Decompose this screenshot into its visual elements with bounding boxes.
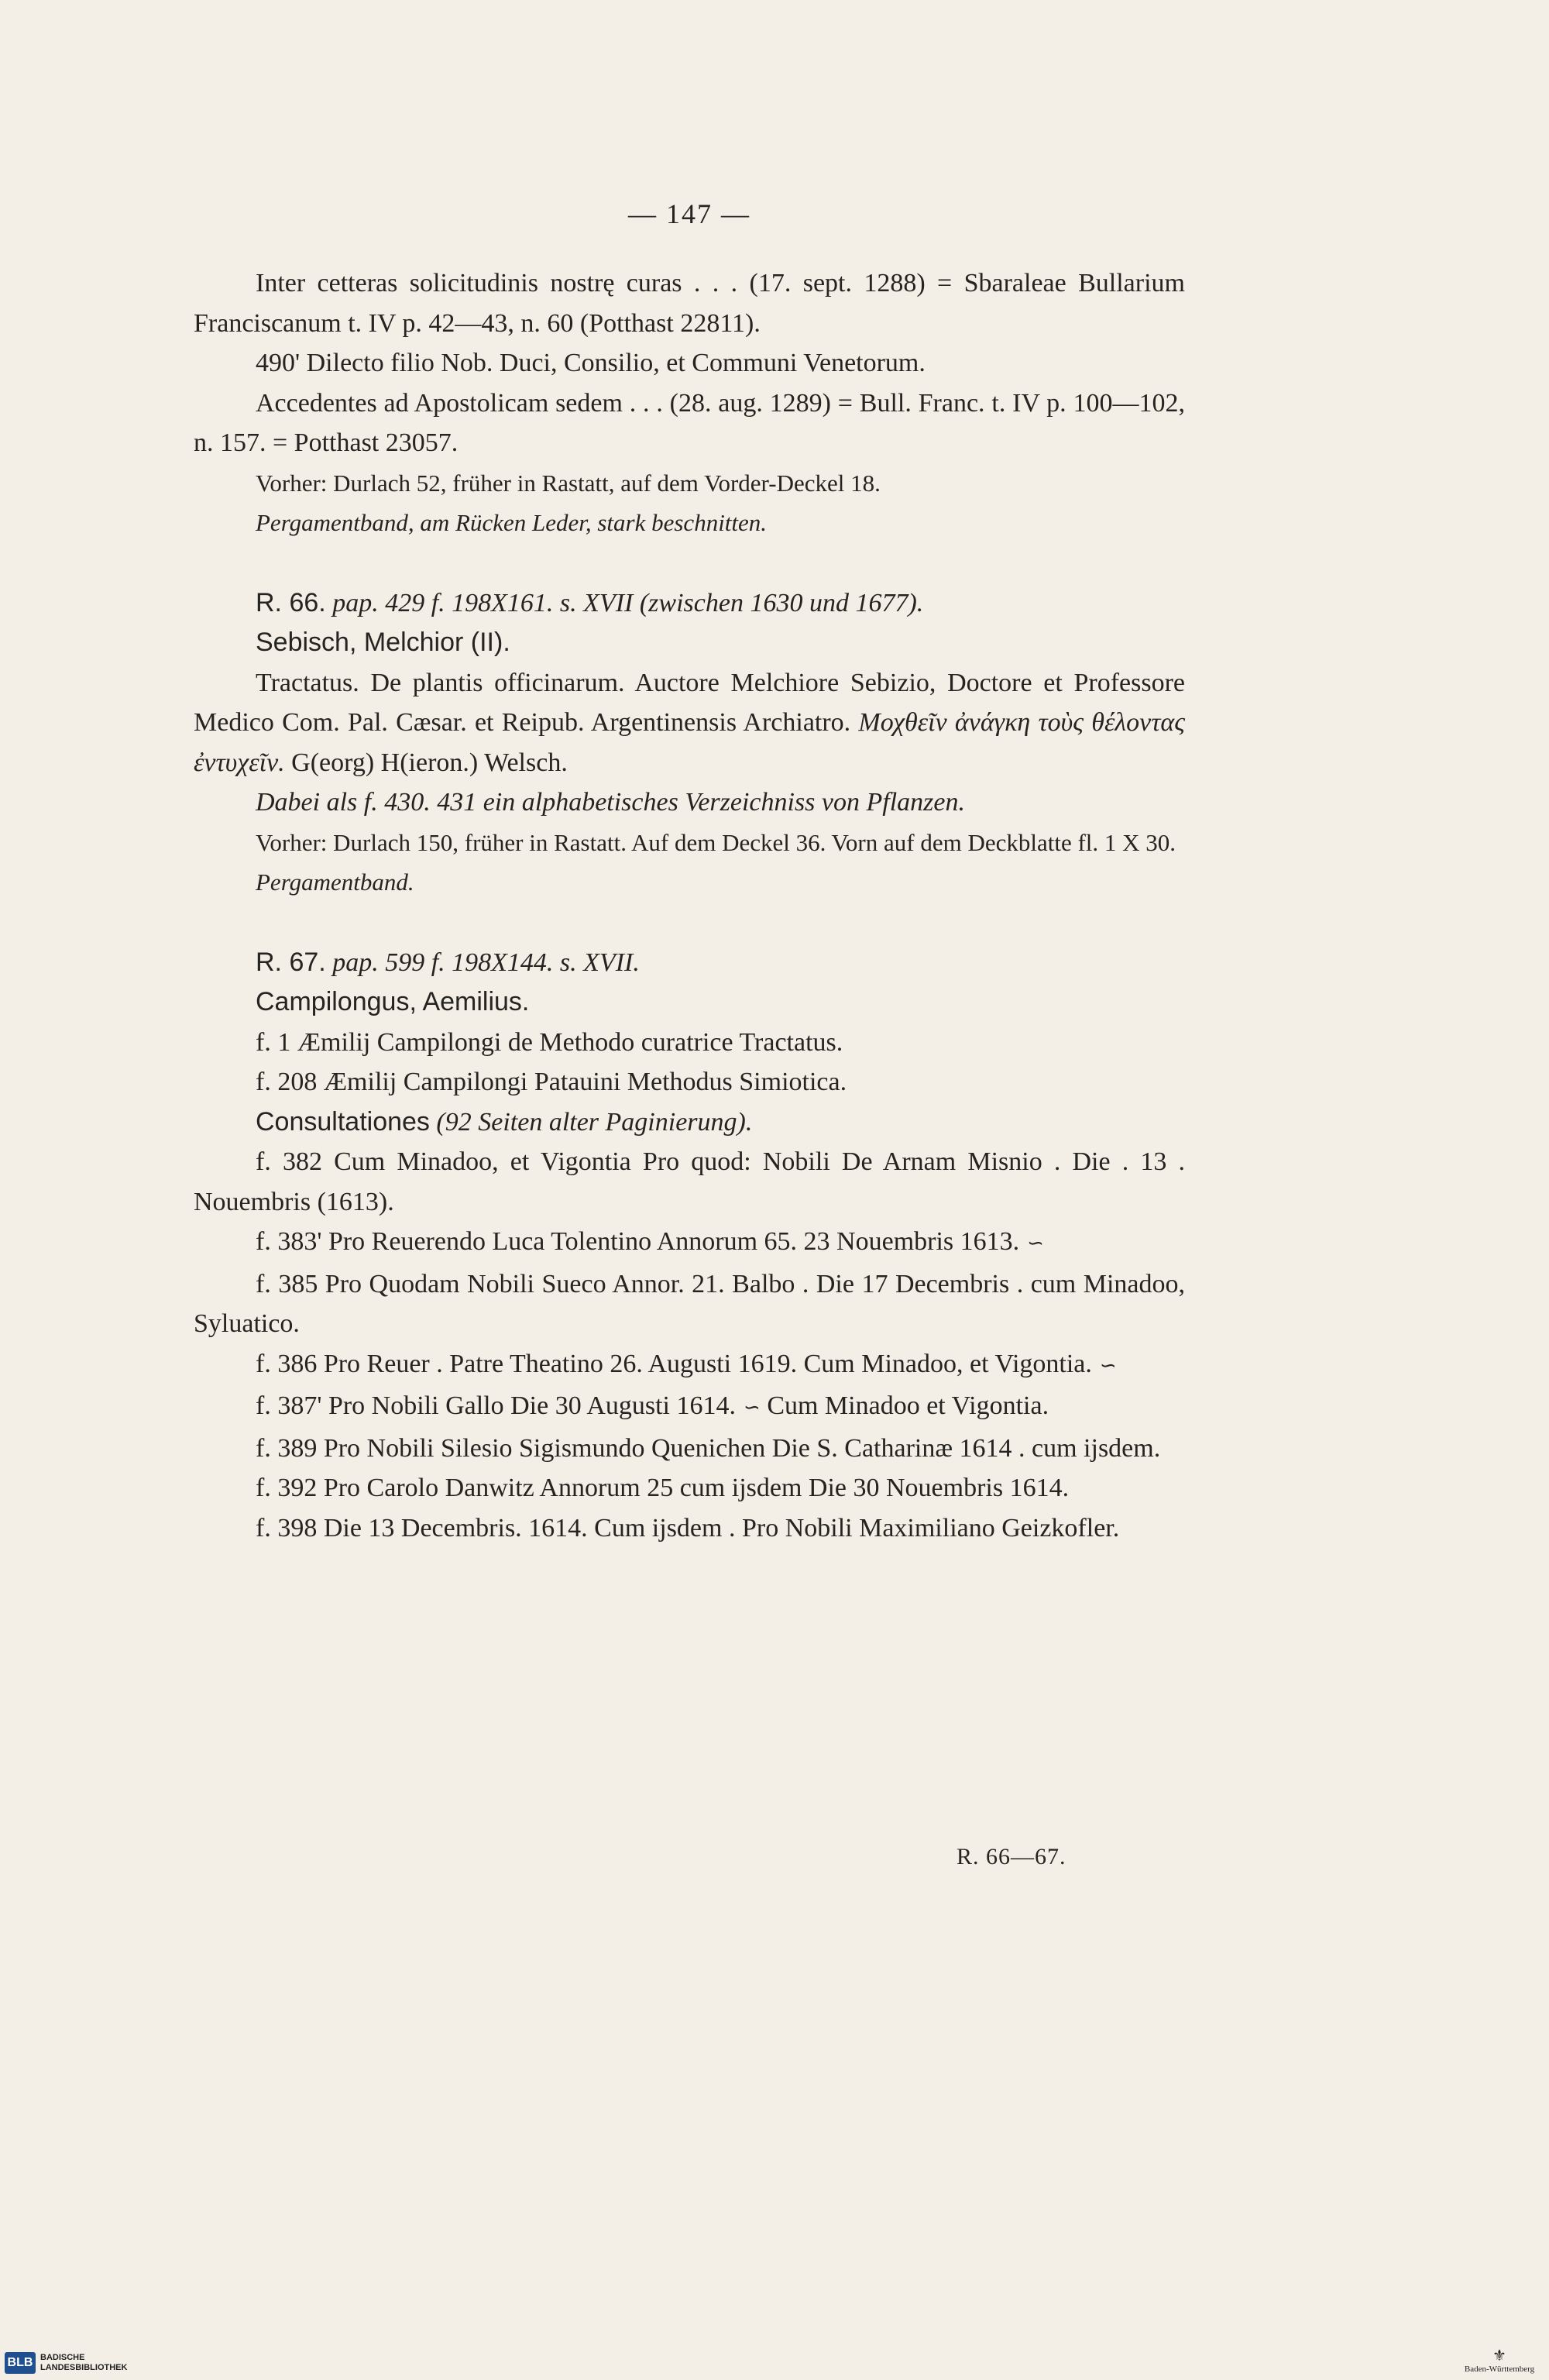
manuscript-title bbox=[194, 663, 1185, 783]
contents-note: Dabei als f. 430. 431 ein alphabetisches Verzeichniss von Pflanzen. bbox=[256, 788, 965, 817]
library-name-line1: BADISCHE bbox=[40, 2353, 85, 2362]
entry-text: Inter cetteras solicitudinis nostrę curas . . . (17. sept. 1288) = Sbaraleae Bullarium Franciscanum t. IV p. 42—43, n. 60 (Potthast 22811). bbox=[194, 269, 1185, 338]
consult-item bbox=[194, 1386, 1185, 1429]
crest-icon: ⚜ bbox=[1492, 2347, 1506, 2365]
title-text: Tractatus. De plantis officinarum. Auctore Melchiore Sebizio, Doctore et Professore Medico Com. Pal. Cæsar. et Reipub. Argentinensis Archiatro. bbox=[194, 668, 1185, 737]
manuscript-description: pap. 429 f. 198X161. s. XVII (zwischen 1630 und 1677). bbox=[332, 588, 924, 617]
state-emblem bbox=[1450, 2347, 1549, 2374]
entry-text: 490' Dilecto filio Nob. Duci, Consilio, et Communi Venetorum. bbox=[256, 349, 926, 377]
consult-item: f. 392 Pro Carolo Danwitz Annorum 25 cum ijsdem Die 30 Nouembris 1614. bbox=[256, 1474, 1070, 1502]
manuscript-description: pap. 599 f. 198X144. s. XVII. bbox=[332, 948, 640, 977]
owner-name: G(eorg) H(ieron.) Welsch. bbox=[291, 748, 568, 777]
author-name: Sebisch, Melchior (II). bbox=[256, 628, 510, 657]
blb-logo-icon: BLB bbox=[5, 2352, 36, 2374]
library-name-line2: LANDESBIBLIOTHEK bbox=[40, 2363, 128, 2372]
swash-mark: ∽ bbox=[1027, 1232, 1044, 1255]
binding-note: Pergamentband, am Rücken Leder, stark beschnitten. bbox=[256, 509, 768, 536]
consult-item: f. 382 Cum Minadoo, et Vigontia Pro quod: Nobili De Arnam Misnio . Die . 13 . Nouembris (1613). bbox=[194, 1147, 1185, 1216]
library-logo bbox=[5, 2352, 127, 2374]
manuscript-header bbox=[194, 583, 1185, 624]
consult-item-text: f. 387' Pro Nobili Gallo Die 30 Augusti 1614. bbox=[256, 1391, 737, 1420]
swash-mark: ∽ bbox=[744, 1396, 761, 1419]
consultationes-heading bbox=[194, 1102, 1185, 1143]
provenance-note: Vorher: Durlach 150, früher in Rastatt. Auf dem Deckel 36. Vorn auf dem Deckblatte fl. 1 X 30. bbox=[256, 828, 1176, 856]
manuscript-header bbox=[194, 943, 1185, 983]
author-name: Campilongus, Aemilius. bbox=[256, 987, 530, 1016]
consult-item-text: f. 386 Pro Reuer . Patre Theatino 26. Augusti 1619. Cum Minadoo, et Vigontia. bbox=[256, 1349, 1092, 1378]
consult-note: (92 Seiten alter Paginierung). bbox=[436, 1107, 753, 1137]
consult-item: f. 398 Die 13 Decembris. 1614. Cum ijsdem . Pro Nobili Maximiliano Geizkofler. bbox=[256, 1513, 1120, 1543]
contents-entry: f. 208 Æmilij Campilongi Patauini Methodus Simiotica. bbox=[256, 1068, 847, 1096]
provenance-note: Vorher: Durlach 52, früher in Rastatt, auf dem Vorder-Deckel 18. bbox=[256, 469, 881, 497]
signature-mark: R. 66—67. bbox=[957, 1844, 1066, 1869]
contents-entry: f. 1 Æmilij Campilongi de Methodo curatrice Tractatus. bbox=[256, 1027, 843, 1057]
greek-motto: Μοχθεῖν ἀνάγκη τοὺς θέλοντας ἐντυχεῖν. bbox=[194, 708, 1186, 777]
page-number: — 147 — bbox=[628, 198, 750, 229]
entry-text: Accedentes ad Apostolicam sedem . . . (28. aug. 1289) = Bull. Franc. t. IV p. 100—102, n. 157. = Potthast 23057. bbox=[194, 388, 1185, 457]
binding-note: Pergamentband. bbox=[256, 868, 414, 896]
consult-item-text: Cum Minadoo et Vigontia. bbox=[767, 1391, 1049, 1420]
shelfmark: R. 67. bbox=[256, 947, 326, 977]
consult-item bbox=[194, 1344, 1185, 1387]
library-name bbox=[40, 2353, 127, 2373]
shelfmark: R. 66. bbox=[256, 587, 326, 617]
consult-item bbox=[194, 1222, 1185, 1264]
state-name: Baden-Württemberg bbox=[1464, 2365, 1535, 2374]
swash-mark: ∽ bbox=[1099, 1353, 1117, 1377]
consult-item: f. 389 Pro Nobili Silesio Sigismundo Quenichen Die S. Catharinæ 1614 . cum ijsdem. bbox=[256, 1433, 1161, 1463]
page-body bbox=[194, 263, 1185, 1548]
consult-item: f. 385 Pro Quodam Nobili Sueco Annor. 21. Balbo . Die 17 Decembris . cum Minadoo, Syluatico. bbox=[194, 1269, 1185, 1338]
consult-item-text: f. 383' Pro Reuerendo Luca Tolentino Annorum 65. 23 Nouembris 1613. bbox=[256, 1227, 1020, 1256]
consult-label: Consultationes bbox=[256, 1106, 430, 1137]
